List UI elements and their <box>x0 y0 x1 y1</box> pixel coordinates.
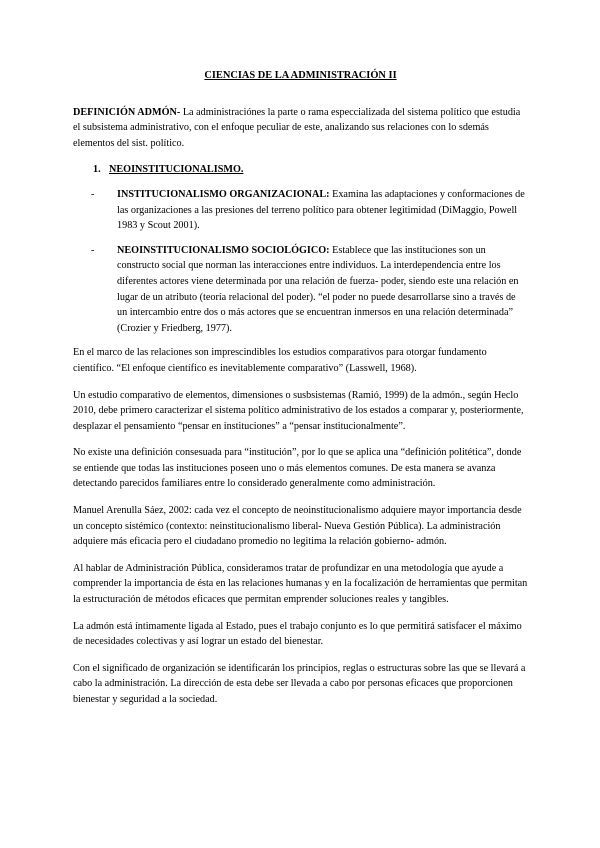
document-page <box>73 68 528 719</box>
body-paragraph: En el marco de las relaciones son imprescindibles los estudios comparativos para otorgar fundamento científico. “El enfoque científico es inevitablemente comparativo” (Lasswell, 1968). <box>73 347 487 374</box>
body-paragraph: No existe una definición consesuada para “institución”, por lo que se aplica una “definición politética”, donde se entiende que todas las instituciones poseen uno o más elementos comunes. De esta manera se avanza detectando parecidos familiares entre lo considerado generalmente como administración. <box>73 447 522 490</box>
section-number: 1. <box>93 164 101 176</box>
bullet-heading: NEOINSTITUCIONALISMO SOCIOLÓGICO: <box>117 244 330 256</box>
bullet-heading: INSTITUCIONALISMO ORGANIZACIONAL: <box>117 188 330 200</box>
bullet-marker: - <box>91 188 95 200</box>
definition-label: DEFINICIÓN ADMÓN- <box>73 106 181 118</box>
bullet-body <box>117 243 528 337</box>
section-title: NEOINSTITUCIONALISMO. <box>109 164 244 176</box>
bullet-item <box>91 187 528 234</box>
body-paragraph: Un estudio comparativo de elementos, dimensiones o susbsistemas (Ramió, 1999) de la admón., según Heclo 2010, debe primero caracterizar el sistema político administrativo de los estados a comparar y, posteriormente, desplazar el pensamiento “pensar en instituciones” a “pensar institucionalmente”. <box>73 389 524 432</box>
bullet-text: Establece que las instituciones son un constructo social que norman las interacciones entre individuos. La interdependencia entre los diferentes actores viene determinada por una relación de fuerza- poder, siendo este una relación en lugar de un atributo (teoría relacional del poder). “el poder no puede desarrollarse sino a través de un intercambio entre dos o más actores que se encuentran inmersos en una relación determinada” (Crozier y Friedberg, 1977). <box>117 244 519 334</box>
body-paragraph: La admón está íntimamente ligada al Estado, pues el trabajo conjunto es lo que permitirá satisfacer el máximo de necesidades colectivas y así lograr un estado del bienestar. <box>73 620 522 648</box>
definition-paragraph <box>73 105 528 152</box>
definition-text: La administraciónes la parte o rama especcializada del sistema político que estudia el subsistema administrativo, con el enfoque peculiar de este, analizando sus relaciones con lo sdemás elementos del sist. político. <box>73 106 521 149</box>
document-title: CIENCIAS DE LA ADMINISTRACIÓN II <box>204 70 397 81</box>
body-paragraph: Manuel Arenulla Sáez, 2002: cada vez el concepto de neoinstitucionalismo adquiere mayor importancia desde un concepto sistémico (contexto: neinstitucionalismo liberal- Nueva Gestión Pública). La administración adquiere más eficacia pero el ciudadano promedio no legitima la relación gobierno- admón. <box>73 505 522 548</box>
bullet-item <box>91 243 528 337</box>
section-heading <box>93 162 528 178</box>
body-paragraph: Con el significado de organización se identificarán los principios, reglas o estructuras sobre las que se llevará a cabo la administración. La dirección de esta debe ser llevada a cabo por personas eficaces que proporcionen bienestar y seguridad a la sociedad. <box>73 662 526 705</box>
bullet-marker: - <box>91 244 95 256</box>
bullet-body <box>117 187 528 234</box>
bullet-text: Examina las adaptaciones y conformaciones de las organizaciones a las presiones del terreno político para obtener legitimidad (DiMaggio, Powell 1983 y Scout 2001). <box>117 188 525 232</box>
body-paragraph: Al hablar de Administración Pública, consideramos tratar de profundizar en una metodología que ayude a comprender la importancia de ésta en las relaciones humanas y en la focalización de herramientas que permitan la estructuración de métodos eficaces que permitan emprender soluciones reales y tangibles. <box>73 562 528 606</box>
